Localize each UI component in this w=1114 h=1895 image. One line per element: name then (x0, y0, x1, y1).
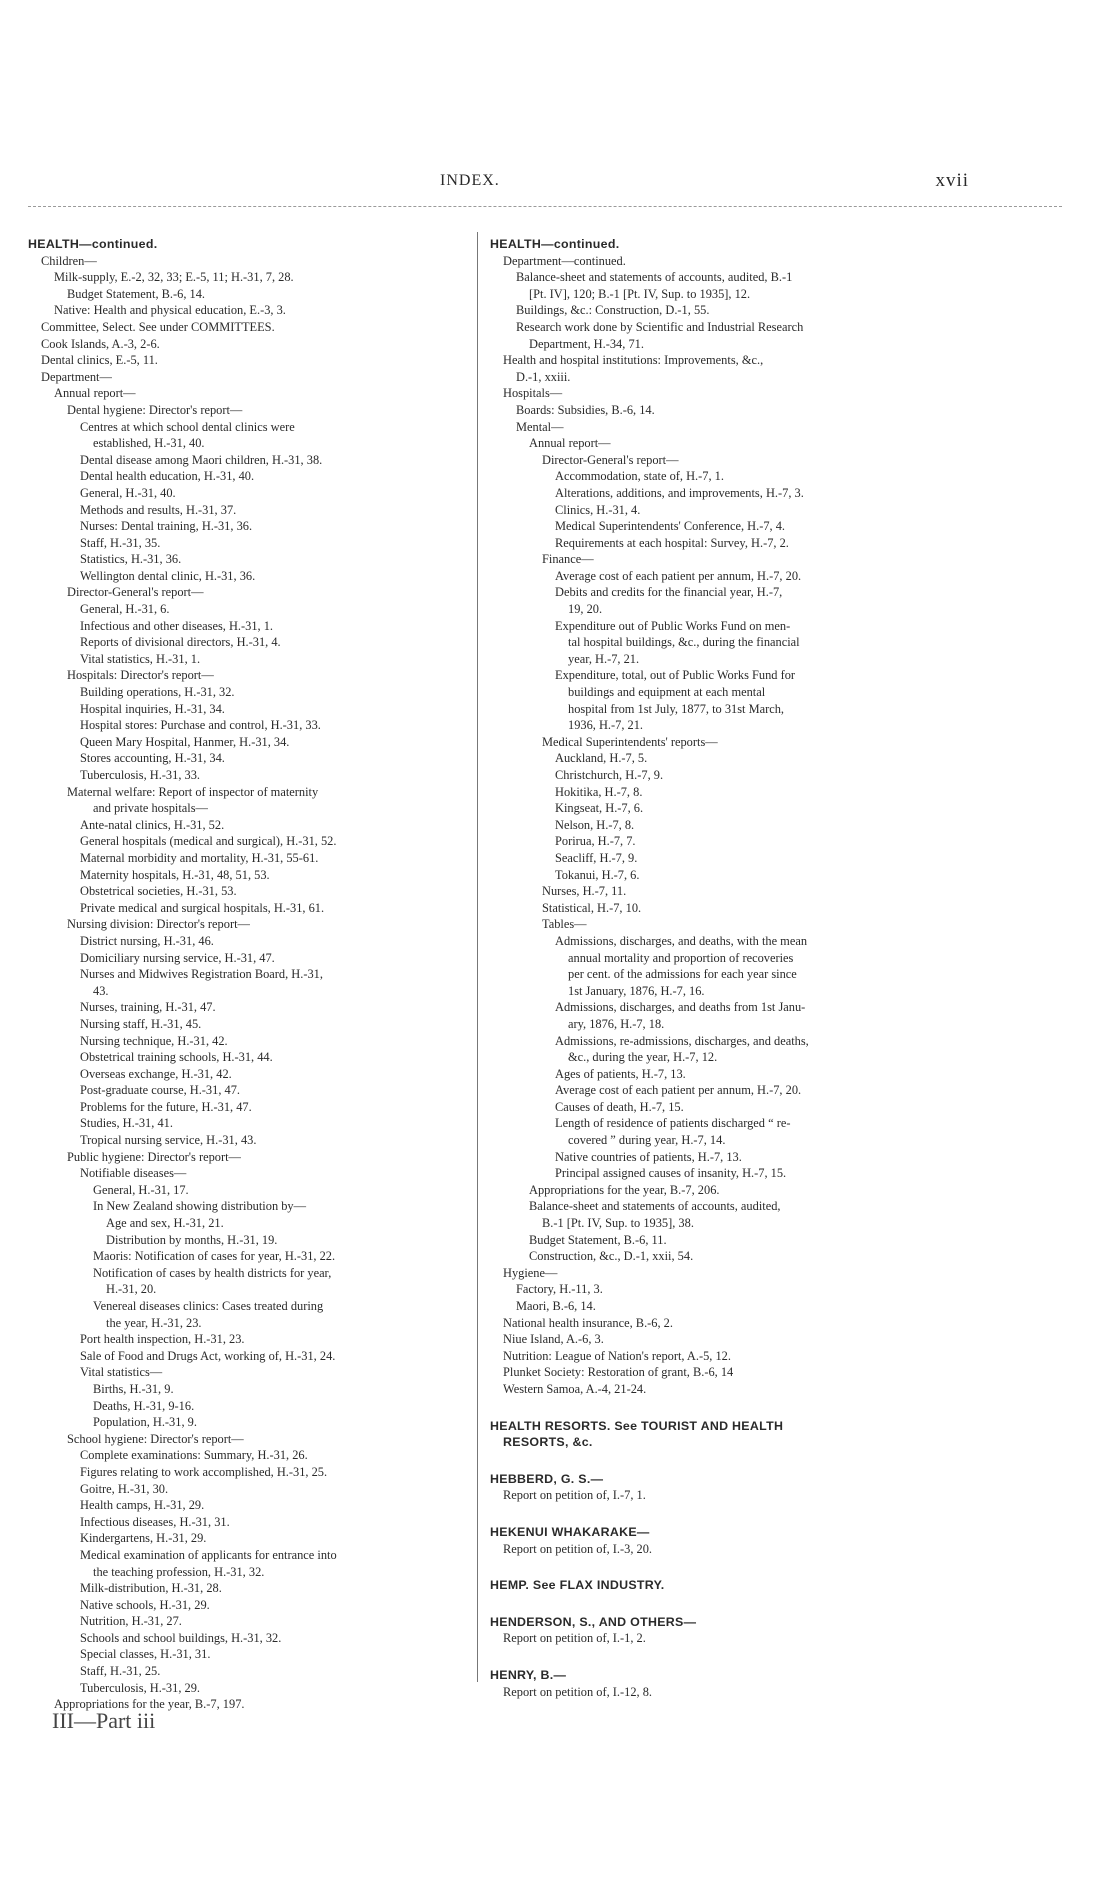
index-entry: Length of residence of patients discharged “ re- (555, 1116, 791, 1131)
index-entry: buildings and equipment at each mental (568, 685, 766, 700)
index-entry: Dental disease among Maori children, H.-31, 38. (80, 452, 323, 467)
index-entry: Clinics, H.-31, 4. (555, 502, 641, 517)
index-heading: HEMP. See FLAX INDUSTRY. (490, 1578, 665, 1593)
index-entry: Admissions, re-admissions, discharges, and deaths, (555, 1033, 809, 1048)
index-entry: Nursing technique, H.-31, 42. (80, 1033, 228, 1048)
index-entry: Dental health education, H.-31, 40. (80, 469, 255, 484)
index-entry: Milk-distribution, H.-31, 28. (80, 1581, 222, 1596)
index-entry: Buildings, &c.: Construction, D.-1, 55. (516, 303, 710, 318)
index-entry: Nursing staff, H.-31, 45. (80, 1016, 202, 1031)
index-entry: Hospitals— (503, 386, 563, 401)
index-entry: Methods and results, H.-31, 37. (80, 502, 237, 517)
index-entry: Report on petition of, I.-12, 8. (503, 1684, 653, 1699)
index-entry: Expenditure out of Public Works Fund on men- (555, 618, 791, 633)
index-entry: Tokanui, H.-7, 6. (555, 867, 640, 882)
entry-spacer (490, 1398, 938, 1418)
index-entry: Private medical and surgical hospitals, H.-31, 61. (80, 900, 325, 915)
index-entry: Statistical, H.-7, 10. (542, 900, 642, 915)
index-entry: Porirua, H.-7, 7. (555, 834, 636, 849)
index-entry: Obstetrical training schools, H.-31, 44. (80, 1050, 273, 1065)
index-entry: Problems for the future, H.-31, 47. (80, 1099, 252, 1114)
index-heading: HEALTH—continued. (28, 237, 158, 251)
index-entry: Dental clinics, E.-5, 11. (41, 353, 158, 368)
index-entry: Public hygiene: Director's report— (67, 1149, 241, 1164)
index-entry: Medical Superintendents' reports— (542, 734, 718, 749)
page-title: INDEX. (440, 172, 500, 189)
page-header (0, 172, 1114, 202)
index-entry: hospital from 1st July, 1877, to 31st March, (568, 701, 785, 716)
index-entry: Budget Statement, B.-6, 14. (67, 286, 206, 301)
index-entry: Cook Islands, A.-3, 2-6. (41, 336, 160, 351)
index-entry: Infectious and other diseases, H.-31, 1. (80, 618, 274, 633)
index-entry: National health insurance, B.-6, 2. (503, 1315, 673, 1330)
index-entry: Studies, H.-31, 41. (80, 1116, 173, 1131)
left-index-column (28, 236, 468, 1713)
index-entry: Causes of death, H.-7, 15. (555, 1099, 684, 1114)
index-entry: Committee, Select. See under COMMITTEES. (41, 319, 275, 334)
index-entry: Director-General's report— (542, 452, 679, 467)
index-entry: Budget Statement, B.-6, 11. (529, 1232, 667, 1247)
index-entry: In New Zealand showing distribution by— (93, 1199, 307, 1214)
index-entry: per cent. of the admissions for each year since (568, 967, 797, 982)
index-entry: Age and sex, H.-31, 21. (106, 1216, 224, 1231)
index-entry: Annual report— (529, 436, 611, 451)
index-entry: Alterations, additions, and improvements, H.-7, 3. (555, 485, 804, 500)
index-entry: Notification of cases by health districts for year, (93, 1265, 332, 1280)
index-entry: Mental— (516, 419, 564, 434)
index-entry: Average cost of each patient per annum, H.-7, 20. (555, 1083, 802, 1098)
index-entry: Staff, H.-31, 25. (80, 1664, 161, 1679)
index-entry: the year, H.-31, 23. (106, 1315, 202, 1330)
index-entry: H.-31, 20. (106, 1282, 157, 1297)
index-entry: Department, H.-34, 71. (529, 336, 644, 351)
index-entry: Obstetrical societies, H.-31, 53. (80, 884, 237, 899)
index-entry: Annual report— (54, 386, 136, 401)
index-entry: Queen Mary Hospital, Hanmer, H.-31, 34. (80, 734, 290, 749)
index-entry: Department— (41, 369, 112, 384)
index-entry: Maternal morbidity and mortality, H.-31, 55-61. (80, 850, 319, 865)
right-index-column (490, 236, 938, 1700)
index-entry: Port health inspection, H.-31, 23. (80, 1332, 245, 1347)
index-entry: Boards: Subsidies, B.-6, 14. (516, 402, 655, 417)
index-entry: D.-1, xxiii. (516, 369, 571, 384)
index-entry: Staff, H.-31, 35. (80, 535, 161, 550)
index-entry: General hospitals (medical and surgical), H.-31, 52. (80, 834, 337, 849)
index-entry: Average cost of each patient per annum, H.-7, 20. (555, 568, 802, 583)
index-entry: Tropical nursing service, H.-31, 43. (80, 1133, 257, 1148)
index-entry: Health and hospital institutions: Improvements, &c., (503, 353, 764, 368)
index-entry: Native countries of patients, H.-7, 13. (555, 1149, 742, 1164)
index-entry: Nutrition: League of Nation's report, A.-5, 12. (503, 1348, 731, 1363)
index-entry: General, H.-31, 17. (93, 1182, 189, 1197)
index-entry: 43. (93, 983, 109, 998)
index-entry: Figures relating to work accomplished, H.-31, 25. (80, 1464, 328, 1479)
index-entry: Appropriations for the year, B.-7, 206. (529, 1182, 720, 1197)
entry-spacer (490, 1594, 938, 1614)
index-heading: RESORTS, &c. (503, 1435, 593, 1450)
index-entry: Sale of Food and Drugs Act, working of, H.-31, 24. (80, 1348, 336, 1363)
index-entry: Auckland, H.-7, 5. (555, 751, 648, 766)
index-entry: Centres at which school dental clinics were (80, 419, 295, 434)
index-heading: HENDERSON, S., AND OTHERS— (490, 1614, 697, 1629)
index-entry: Report on petition of, I.-3, 20. (503, 1541, 653, 1556)
index-entry: Complete examinations: Summary, H.-31, 26. (80, 1448, 308, 1463)
index-entry: District nursing, H.-31, 46. (80, 933, 214, 948)
index-entry: Tuberculosis, H.-31, 33. (80, 768, 201, 782)
index-entry: Population, H.-31, 9. (93, 1415, 197, 1430)
index-entry: Building operations, H.-31, 32. (80, 685, 235, 700)
index-entry: Balance-sheet and statements of accounts, audited, (529, 1199, 781, 1214)
index-entry: Debits and credits for the financial year, H.-7, (555, 585, 783, 600)
index-entry: Factory, H.-11, 3. (516, 1282, 603, 1297)
index-entry: Medical Superintendents' Conference, H.-7, 4. (555, 519, 786, 534)
index-entry: Maternal welfare: Report of inspector of maternity (67, 784, 319, 799)
index-heading: HEBBERD, G. S.— (490, 1471, 604, 1486)
index-entry: Deaths, H.-31, 9-16. (93, 1398, 195, 1413)
index-entry: Tables— (542, 917, 587, 932)
index-entry: Admissions, discharges, and deaths from 1st Janu- (555, 1000, 806, 1015)
index-entry: Expenditure, total, out of Public Works Fund for (555, 668, 796, 683)
index-entry: Hospitals: Director's report— (67, 668, 214, 683)
index-entry: Principal assigned causes of insanity, H.-7, 15. (555, 1166, 787, 1181)
index-entry: Report on petition of, I.-7, 1. (503, 1488, 646, 1503)
index-entry: Native schools, H.-31, 29. (80, 1597, 210, 1612)
index-entry: Construction, &c., D.-1, xxii, 54. (529, 1249, 694, 1264)
index-entry: Research work done by Scientific and Industrial Research (516, 319, 804, 334)
index-entry: Nurses: Dental training, H.-31, 36. (80, 519, 253, 534)
index-entry: Native: Health and physical education, E.-3, 3. (54, 303, 286, 318)
index-entry: Department—continued. (503, 253, 626, 268)
index-entry: Requirements at each hospital: Survey, H.-7, 2. (555, 535, 789, 550)
index-entry: Maternity hospitals, H.-31, 48, 51, 53. (80, 867, 270, 882)
index-entry: Nursing division: Director's report— (67, 917, 250, 932)
index-entry: Plunket Society: Restoration of grant, B.-6, 14 (503, 1365, 734, 1380)
index-entry: School hygiene: Director's report— (67, 1431, 244, 1446)
index-entry: Ages of patients, H.-7, 13. (555, 1066, 686, 1081)
index-entry: &c., during the year, H.-7, 12. (568, 1050, 718, 1065)
index-entry: Notifiable diseases— (80, 1166, 187, 1181)
index-entry: year, H.-7, 21. (568, 651, 640, 666)
index-entry: Births, H.-31, 9. (93, 1381, 174, 1396)
index-entry: 19, 20. (568, 602, 603, 617)
index-entry: Medical examination of applicants for entrance into (80, 1547, 337, 1562)
index-entry: Kingseat, H.-7, 6. (555, 801, 644, 816)
index-entry: Vital statistics— (80, 1365, 163, 1380)
column-divider (477, 232, 478, 1682)
index-entry: the teaching profession, H.-31, 32. (93, 1564, 265, 1579)
index-entry: Admissions, discharges, and deaths, with the mean (555, 933, 808, 948)
index-entry: Milk-supply, E.-2, 32, 33; E.-5, 11; H.-31, 7, 28. (54, 270, 294, 285)
index-entry: Western Samoa, A.-4, 21-24. (503, 1381, 647, 1396)
header-rule (28, 206, 1062, 207)
index-entry: Special classes, H.-31, 31. (80, 1647, 211, 1662)
index-entry: Hospital inquiries, H.-31, 34. (80, 701, 225, 716)
index-entry: Seacliff, H.-7, 9. (555, 850, 638, 865)
index-entry: Appropriations for the year, B.-7, 197. (54, 1697, 245, 1712)
index-entry: Kindergartens, H.-31, 29. (80, 1531, 207, 1546)
index-entry: Finance— (542, 552, 594, 567)
index-entry: General, H.-31, 6. (80, 602, 170, 617)
index-entry: [Pt. IV], 120; B.-1 [Pt. IV, Sup. to 1935], 12. (529, 286, 751, 301)
index-entry: Overseas exchange, H.-31, 42. (80, 1066, 232, 1081)
page-number: xvii (935, 170, 969, 191)
index-entry: 1st January, 1876, H.-7, 16. (568, 983, 705, 998)
index-entry: Report on petition of, I.-1, 2. (503, 1631, 646, 1646)
index-entry: Statistics, H.-31, 36. (80, 552, 182, 567)
index-entry: Balance-sheet and statements of accounts, audited, B.-1 (516, 270, 793, 285)
index-entry: and private hospitals— (93, 801, 208, 816)
index-entry: Schools and school buildings, H.-31, 32. (80, 1630, 282, 1645)
index-entry: Wellington dental clinic, H.-31, 36. (80, 568, 256, 583)
index-entry: B.-1 [Pt. IV, Sup. to 1935], 38. (542, 1216, 694, 1231)
index-entry: Maoris: Notification of cases for year, H.-31, 22. (93, 1249, 336, 1264)
index-entry: Hygiene— (503, 1265, 558, 1280)
index-entry: Hospital stores: Purchase and control, H.-31, 33. (80, 718, 321, 733)
index-entry: established, H.-31, 40. (93, 436, 205, 451)
entry-spacer (490, 1647, 938, 1667)
index-entry: Nutrition, H.-31, 27. (80, 1614, 182, 1629)
index-entry: Venereal diseases clinics: Cases treated during (93, 1299, 324, 1313)
index-entry: Nelson, H.-7, 8. (555, 817, 635, 832)
entry-spacer (490, 1451, 938, 1471)
index-entry: Accommodation, state of, H.-7, 1. (555, 469, 724, 484)
index-entry: Children— (41, 253, 97, 268)
index-entry: Director-General's report— (67, 585, 204, 600)
index-entry: Health camps, H.-31, 29. (80, 1498, 205, 1513)
index-entry: Tuberculosis, H.-31, 29. (80, 1680, 201, 1695)
index-entry: Ante-natal clinics, H.-31, 52. (80, 817, 225, 832)
index-entry: annual mortality and proportion of recoveries (568, 950, 794, 965)
index-entry: Goitre, H.-31, 30. (80, 1481, 169, 1496)
index-entry: 1936, H.-7, 21. (568, 718, 644, 733)
index-entry: ary, 1876, H.-7, 18. (568, 1016, 665, 1031)
index-entry: Niue Island, A.-6, 3. (503, 1332, 604, 1347)
index-entry: Christchurch, H.-7, 9. (555, 768, 664, 782)
index-heading: HEALTH—continued. (490, 237, 620, 251)
index-entry: Reports of divisional directors, H.-31, 4. (80, 635, 281, 650)
index-entry: Hokitika, H.-7, 8. (555, 784, 643, 799)
index-entry: Post-graduate course, H.-31, 47. (80, 1083, 241, 1098)
index-entry: Stores accounting, H.-31, 34. (80, 751, 225, 766)
index-entry: Dental hygiene: Director's report— (67, 402, 243, 417)
index-heading: HEKENUI WHAKARAKE— (490, 1524, 650, 1539)
index-entry: Nurses, training, H.-31, 47. (80, 1000, 216, 1015)
index-entry: tal hospital buildings, &c., during the financial (568, 635, 800, 650)
index-heading: HEALTH RESORTS. See TOURIST AND HEALTH (490, 1418, 784, 1433)
entry-spacer (490, 1557, 938, 1577)
index-entry: Nurses, H.-7, 11. (542, 884, 627, 899)
index-entry: General, H.-31, 40. (80, 485, 176, 500)
index-entry: Distribution by months, H.-31, 19. (106, 1232, 278, 1247)
index-entry: covered ” during year, H.-7, 14. (568, 1133, 726, 1148)
index-heading: HENRY, B.— (490, 1667, 567, 1682)
index-entry: Maori, B.-6, 14. (516, 1299, 596, 1313)
index-entry: Infectious diseases, H.-31, 31. (80, 1514, 230, 1529)
page-footer: III—Part iii (52, 1708, 156, 1733)
index-entry: Nurses and Midwives Registration Board, H.-31, (80, 967, 323, 982)
entry-spacer (490, 1504, 938, 1524)
index-entry: Vital statistics, H.-31, 1. (80, 651, 201, 666)
index-entry: Domiciliary nursing service, H.-31, 47. (80, 950, 275, 965)
